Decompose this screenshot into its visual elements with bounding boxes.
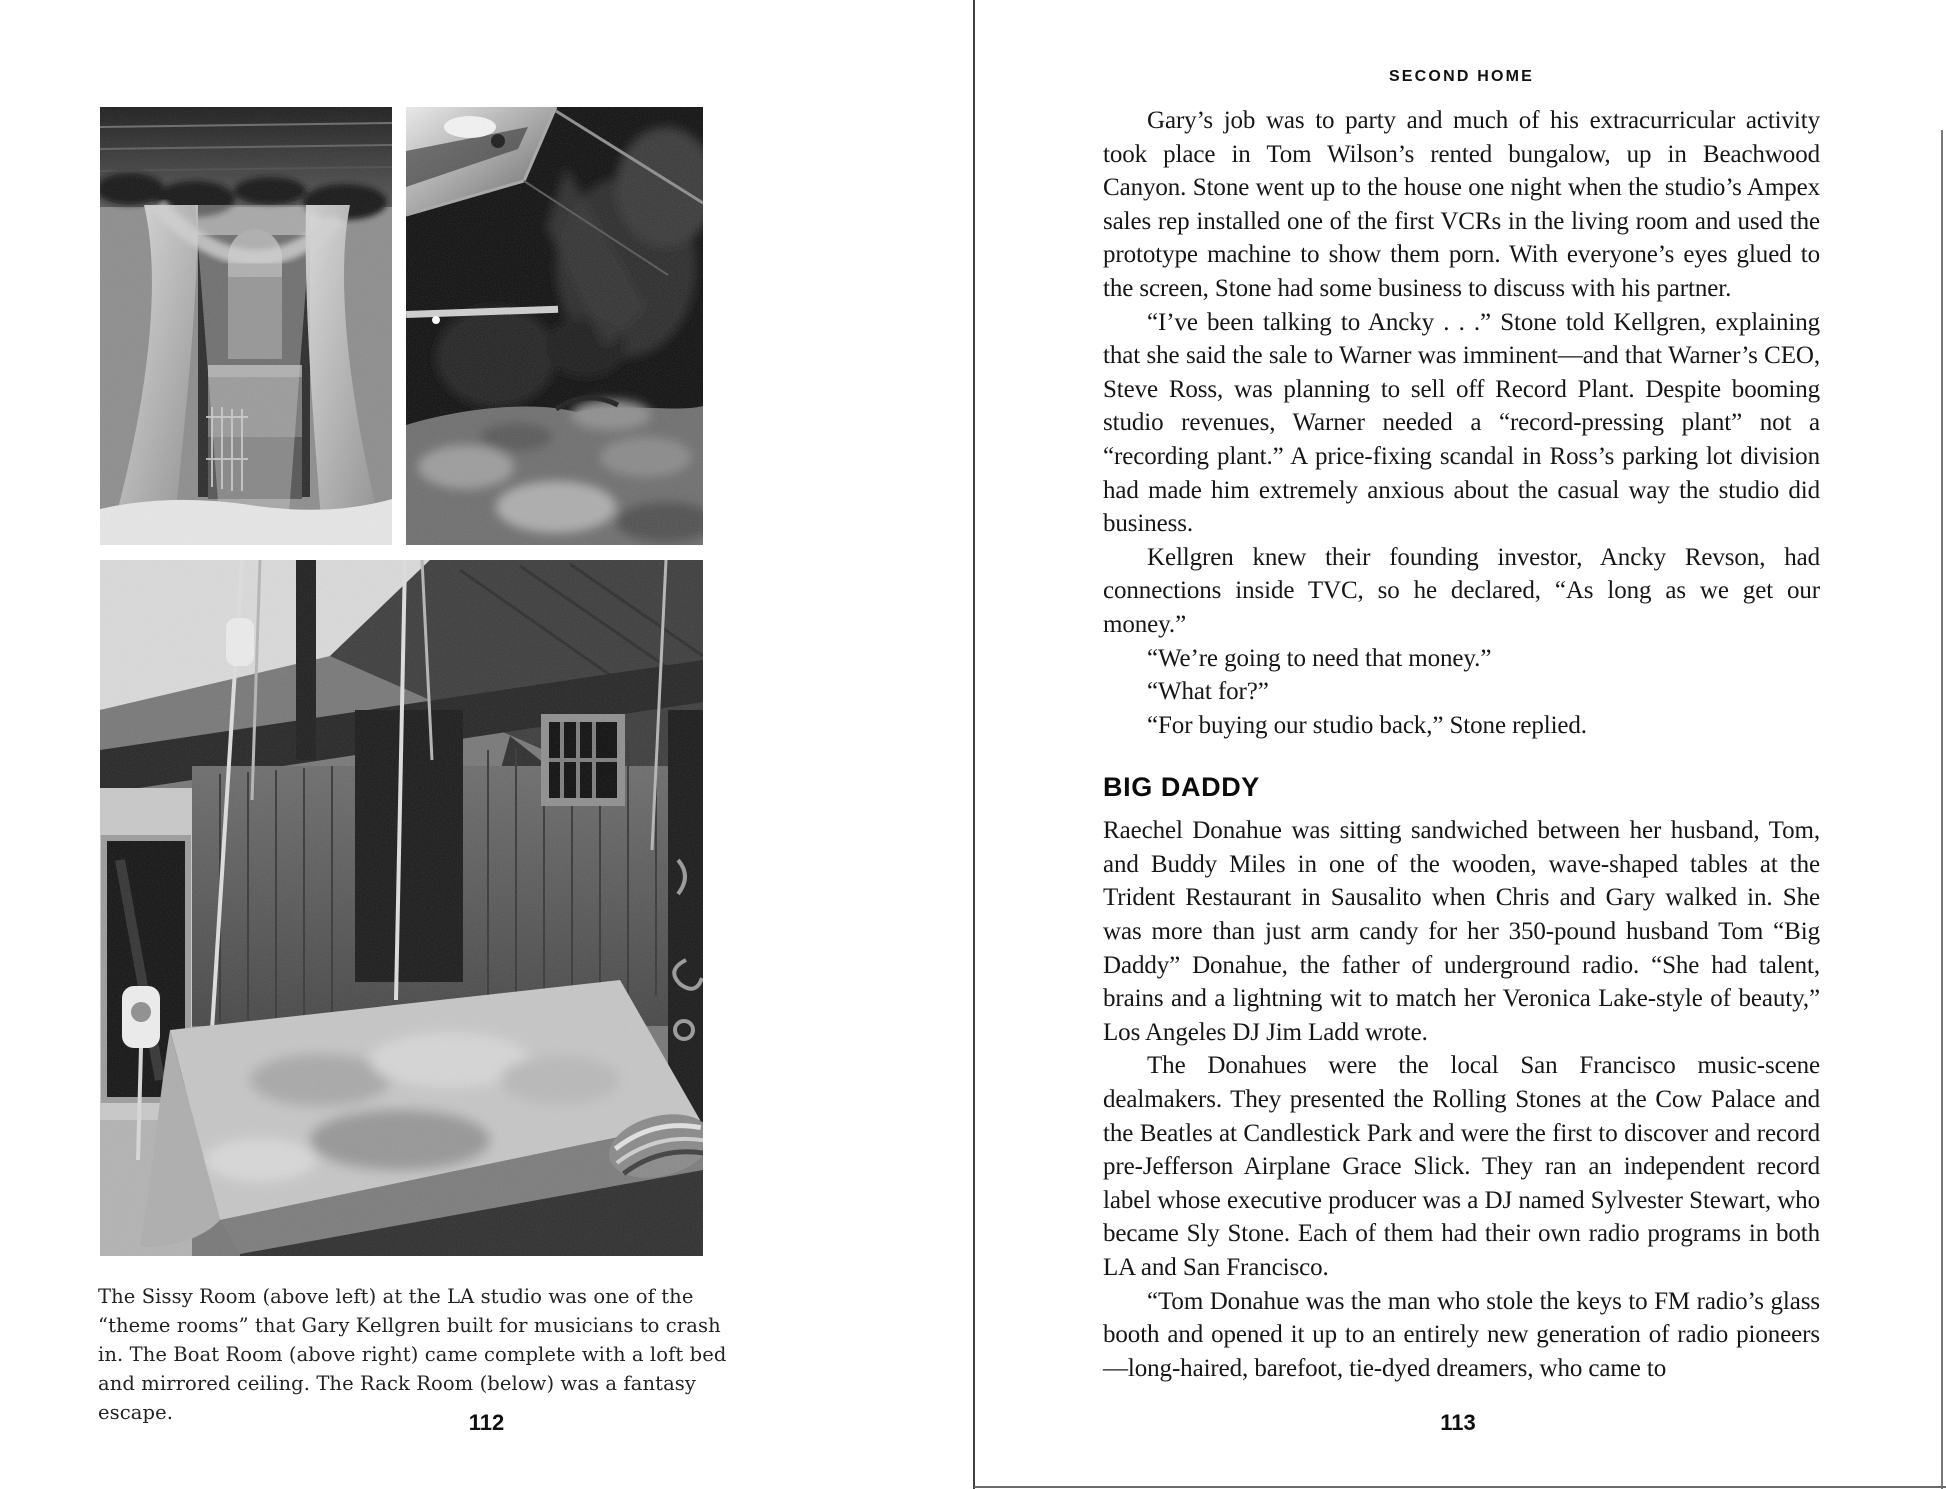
body-text xyxy=(1103,104,1820,1385)
sissy-room-photo xyxy=(100,107,392,545)
section-heading: BIG DADDY xyxy=(1103,772,1260,803)
dialogue-line: “We’re going to need that money.” xyxy=(1147,644,1492,672)
paragraph: Kellgren knew their founding investor, Ancky Revson, had connections inside TVC, so he declared, “As long as we get our money.” xyxy=(1103,543,1820,638)
paragraph: “I’ve been talking to Ancky . . .” Stone told Kellgren, explaining that she said the sale to Warner was imminent—and that Warner’s CEO, Steve Ross, was planning to sell off Record Plant. Despite booming studio revenues, Warner needed a “record-pressing plant” not a “recording plant.” A price-fixing scandal in Ross’s parking lot division had made him extremely anxious about the casual way the studio did business. xyxy=(1103,308,1820,538)
paragraph: Raechel Donahue was sitting sandwiched between her husband, Tom, and Buddy Miles in one of the wooden, wave-shaped tables at the Trident Restaurant in Sausalito when Chris and Gary walked in. She was more than just arm candy for her 350-pound husband Tom “Big Daddy” Donahue, the father of underground radio. “She had talent, brains and a lightning wit to match her Veronica Lake-style of beauty,” Los Angeles DJ Jim Ladd wrote. xyxy=(1103,817,1820,1046)
paragraph: “Tom Donahue was the man who stole the keys to FM radio’s glass booth and opened it up to an entirely new generation of radio pioneers—long-haired, barefoot, tie-dyed dreamers, who came to xyxy=(1103,1287,1820,1382)
page-edge-bottom xyxy=(974,1486,1946,1488)
running-header: SECOND HOME xyxy=(1388,68,1535,85)
page-divider xyxy=(973,0,975,1489)
page-edge-right xyxy=(1941,130,1943,1489)
dialogue-line: “What for?” xyxy=(1147,678,1269,706)
photo-caption: The Sissy Room (above left) at the LA studio was one of the “theme rooms” that Gary Kellgren built for musicians to crash in. The Boat Room (above right) came complete with a loft bed and mirrored ceiling. The Rack Room (below) was a fantasy escape. xyxy=(98,1285,727,1424)
page-number-right: 113 xyxy=(1440,1410,1476,1435)
boat-room-photo xyxy=(406,107,703,545)
paragraph: The Donahues were the local San Francisco music-scene dealmakers. They presented the Rolling Stones at the Cow Palace and the Beatles at Candlestick Park and were the first to discover and record pre-Jefferson Airplane Grace Slick. They ran an independent record label whose executive producer was a DJ named Sylvester Stewart, who became Sly Stone. Each of them had their own radio programs in both LA and San Francisco. xyxy=(1103,1052,1820,1281)
rack-room-photo xyxy=(100,560,703,1256)
dialogue-line: “For buying our studio back,” Stone replied. xyxy=(1147,711,1587,739)
paragraph: Gary’s job was to party and much of his extracurricular activity took place in Tom Wilson’s rented bungalow, up in Beachwood Canyon. Stone went up to the house one night when the studio’s Ampex sales rep installed one of the first VCRs in the living room and used the prototype machine to show them porn. With everyone’s eyes glued to the screen, Stone had some business to discuss with his partner. xyxy=(1103,107,1820,302)
page-number-left: 112 xyxy=(468,1410,505,1435)
